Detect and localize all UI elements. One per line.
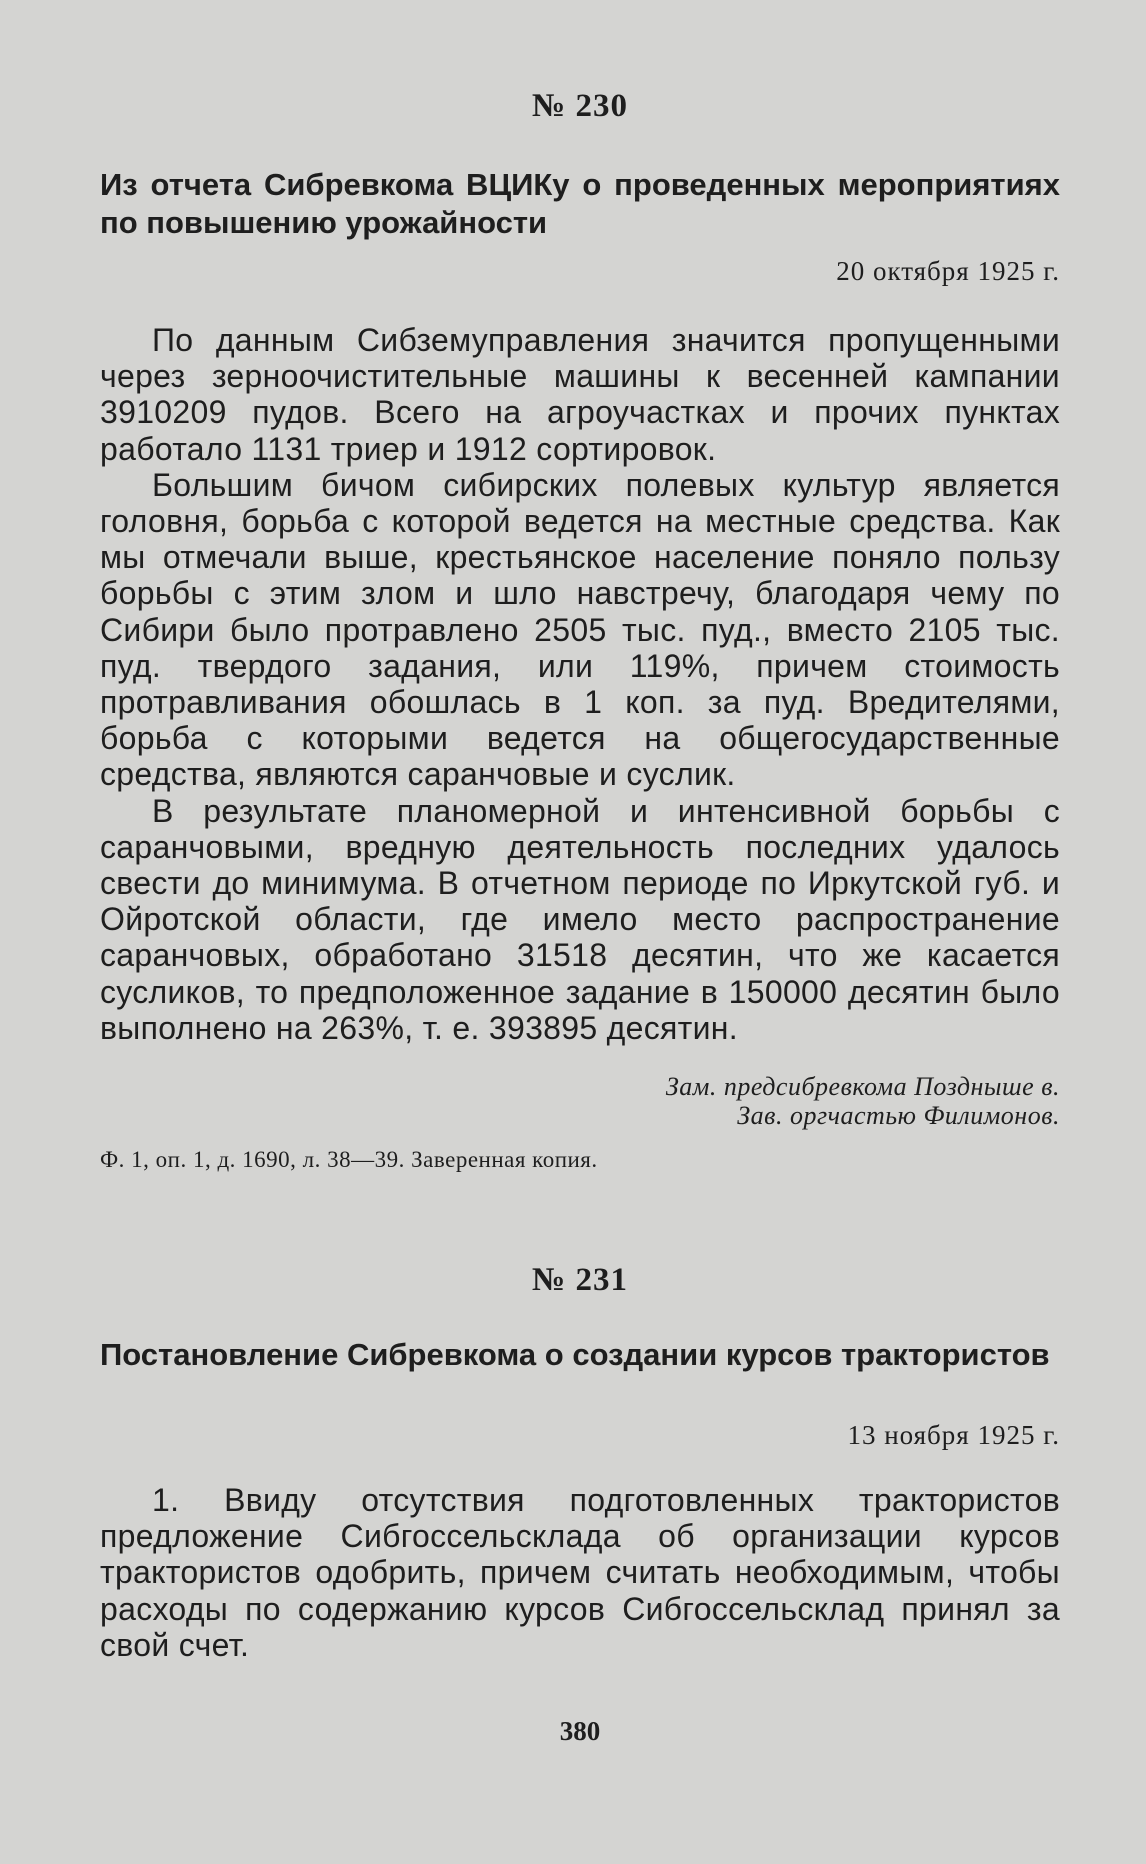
signatures [666, 1072, 1060, 1130]
document-body [100, 1482, 1060, 1663]
document-body [100, 322, 1060, 1046]
archive-source: Ф. 1, оп. 1, д. 1690, л. 38—39. Заверенная копия. [100, 1147, 598, 1172]
document-title: Из отчета Сибревкома ВЦИКу о проведенных мероприятиях по повышению урожайности [100, 167, 1060, 240]
document-title: Постановление Сибревкома о создании курсов трактористов [100, 1337, 1050, 1372]
book-page [100, 0, 1060, 1864]
document-number: № 230 [532, 88, 628, 124]
document-date: 13 ноября 1925 г. [847, 1420, 1060, 1450]
paragraph: 1. Ввиду отсутствия подготовленных трактористов предложение Сибгоссельсклада об организации курсов трактористов одобрить, причем считать необходимым, чтобы расходы по содержанию курсов Сибгоссельсклад принял за свой счет. [100, 1482, 1060, 1663]
signature-line: Зам. предсибревкома Поздныше в. [665, 1072, 1060, 1101]
signature-line: Зав. оргчастью Филимонов. [737, 1101, 1060, 1130]
paragraph: В результате планомерной и интенсивной борьбы с саранчовыми, вредную деятельность последних удалось свести до минимума. В отчетном периоде по Иркутской губ. и Ойротской области, где имело место распространение саранчовых, обработано 31518 десятин, что же касается сусликов, то предположенное задание в 150000 десятин было выполнено на 263%, т. е. 393895 десятин. [100, 792, 1060, 1046]
document-number: № 231 [532, 1262, 628, 1298]
document-date: 20 октября 1925 г. [836, 256, 1060, 286]
paragraph: Большим бичом сибирских полевых культур является головня, борьба с которой ведется на местные средства. Как мы отмечали выше, крестьянское население поняло пользу борьбы с этим злом и шло навстречу, благодаря чему по Сибири было протравлено 2505 тыс. пуд., вместо 2105 тыс. пуд. твердого задания, или 119%, причем стоимость протравливания обошлась в 1 коп. за пуд. Вредителями, борьба с которыми ведется на общегосударственные средства, являются саранчовые и суслик. [100, 466, 1060, 793]
paragraph: По данным Сибземуправления значится пропущенными через зерноочистительные машины к весенней кампании 3910209 пудов. Всего на агроучастках и прочих пунктах работало 1131 триер и 1912 сортировок. [100, 322, 1060, 467]
page-number: 380 [559, 1716, 601, 1746]
